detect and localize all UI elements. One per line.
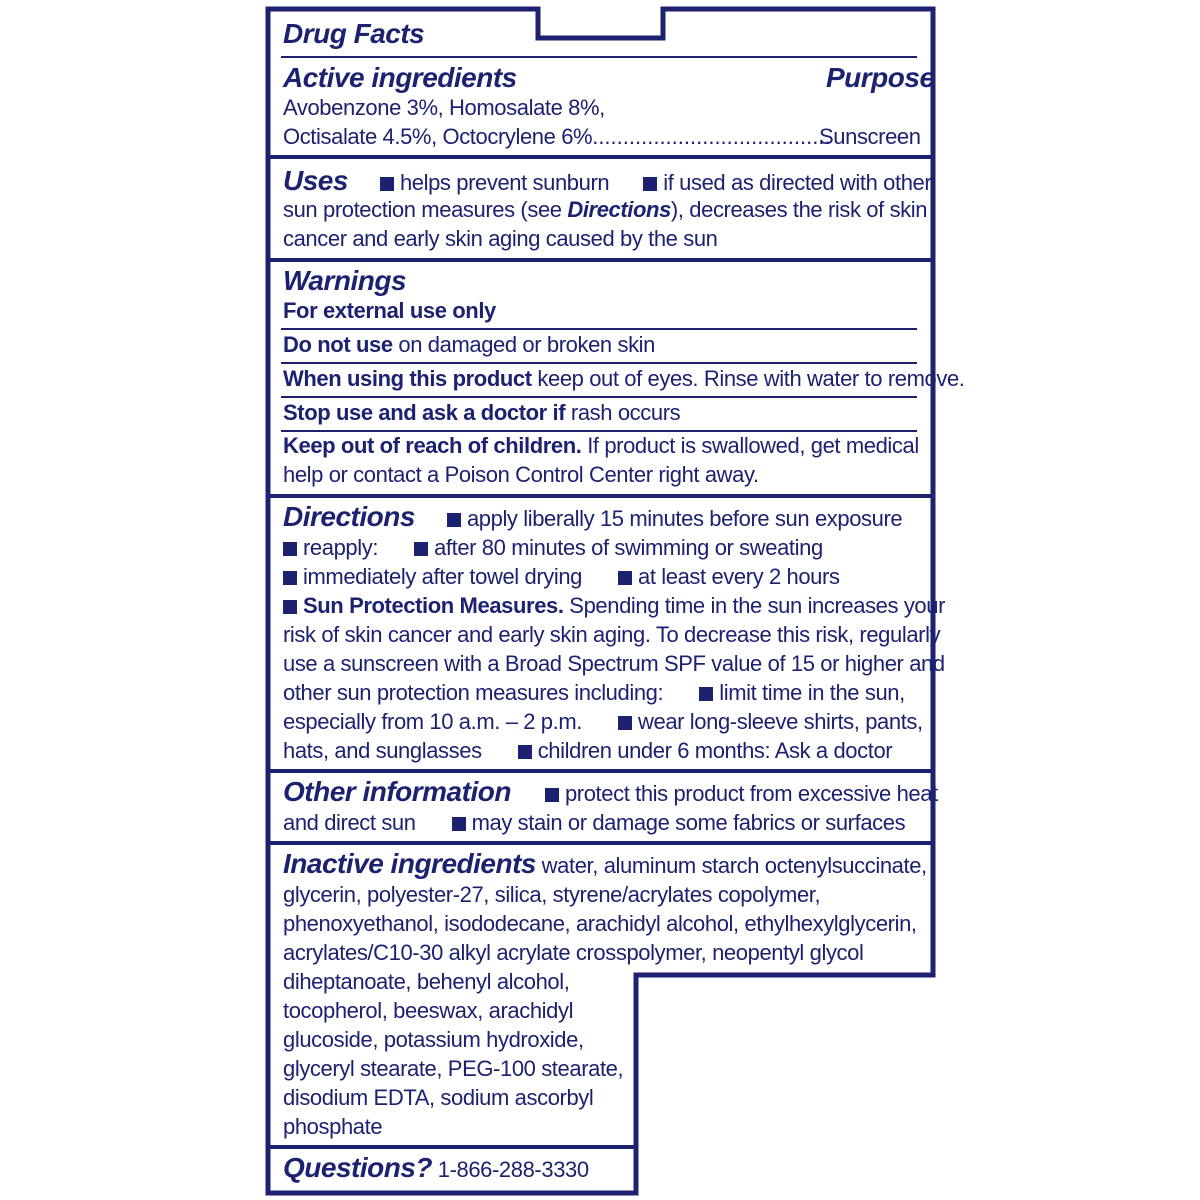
directions-heading: Directions [283, 501, 415, 532]
section-divider [268, 155, 933, 159]
warnings-rule [281, 328, 917, 330]
bullet-square-icon [545, 788, 559, 802]
bullet-square-icon [283, 542, 297, 556]
section-divider [268, 1145, 638, 1149]
drug-facts-title: Drug Facts [283, 18, 425, 49]
bullet-square-icon [447, 513, 461, 527]
active-line-2: Octisalate 4.5%, Octocrylene 6%....................................... [283, 124, 831, 149]
uses-line-3: cancer and early skin aging caused by the sun [283, 226, 718, 251]
active-ingredients-heading: Active ingredients [283, 62, 517, 93]
inactive-line: tocopherol, beeswax, arachidyl [283, 998, 574, 1023]
directions-line-7: other sun protection measures including: limit time in the sun, [283, 680, 905, 705]
directions-line-4: Sun Protection Measures. Spending time in the sun increases your [283, 595, 945, 617]
bullet-square-icon [618, 716, 632, 730]
directions-line-3: immediately after towel drying at least every 2 hours [283, 566, 840, 588]
other-info-line-1: Other information protect this product from excessive heat [283, 776, 938, 807]
do-not-use-text: Do not use on damaged or broken skin [283, 332, 655, 357]
purpose-value: Sunscreen [819, 124, 921, 149]
directions-line-9: hats, and sunglasses children under 6 months: Ask a doctor [283, 738, 893, 763]
directions-line-5: risk of skin cancer and early skin aging. To decrease this risk, regularly [283, 622, 941, 647]
directions-line-8: especially from 10 a.m. – 2 p.m. wear long-sleeve shirts, pants, [283, 709, 923, 734]
inactive-heading: Inactive ingredients [283, 848, 536, 879]
inactive-line: glycerin, polyester-27, silica, styrene/acrylates copolymer, [283, 882, 821, 907]
purpose-heading: Purpose [826, 62, 935, 93]
keep-out-text-2: help or contact a Poison Control Center right away. [283, 462, 759, 487]
when-using-text: When using this product keep out of eyes. Rinse with water to remove. [283, 366, 965, 391]
questions-phone: 1-866-288-3330 [432, 1157, 589, 1182]
bullet-square-icon [452, 817, 466, 831]
warnings-rule [281, 430, 917, 432]
inactive-line: phenoxyethanol, isododecane, arachidyl alcohol, ethylhexylglycerin, [283, 911, 917, 936]
inactive-line: diheptanoate, behenyl alcohol, [283, 969, 570, 994]
directions-line-1: Directions apply liberally 15 minutes before sun exposure [283, 501, 903, 532]
directions-line-2: reapply: after 80 minutes of swimming or sweating [283, 537, 823, 559]
bullet-square-icon [380, 177, 394, 191]
leader-dots: ....................................... [592, 124, 831, 149]
uses-heading: Uses [283, 165, 348, 196]
other-info-heading: Other information [283, 776, 511, 807]
inactive-line-1: Inactive ingredients water, aluminum starch octenylsuccinate, [283, 848, 927, 879]
inactive-line: glucoside, potassium hydroxide, [283, 1027, 584, 1052]
warnings-rule [281, 362, 917, 364]
bullet-square-icon [699, 687, 713, 701]
directions-line-6: use a sunscreen with a Broad Spectrum SPF value of 15 or higher and [283, 651, 945, 676]
section-divider [268, 258, 933, 262]
warnings-heading: Warnings [283, 265, 407, 296]
questions-heading: Questions? [283, 1152, 433, 1183]
bullet-square-icon [414, 542, 428, 556]
inactive-line: acrylates/C10-30 alkyl acrylate crosspolymer, neopentyl glycol [283, 940, 864, 965]
warnings-rule [281, 396, 917, 398]
title-rule [281, 56, 917, 58]
section-divider [268, 769, 933, 773]
bullet-square-icon [518, 745, 532, 759]
bullet-square-icon [618, 571, 632, 585]
bullet-square-icon [643, 177, 657, 191]
other-info-line-2: and direct sun may stain or damage some fabrics or surfaces [283, 810, 906, 835]
inactive-line: disodium EDTA, sodium ascorbyl [283, 1085, 594, 1110]
active-line-1: Avobenzone 3%, Homosalate 8%, [283, 95, 605, 120]
section-divider [268, 494, 933, 498]
inactive-line: glyceryl stearate, PEG-100 stearate, [283, 1056, 624, 1081]
bullet-square-icon [283, 600, 297, 614]
section-divider [268, 841, 933, 845]
inactive-line: phosphate [283, 1114, 383, 1139]
questions-line [283, 1154, 589, 1182]
stop-use-text: Stop use and ask a doctor if rash occurs [283, 400, 681, 425]
keep-out-text-1: Keep out of reach of children. If product is swallowed, get medical [283, 433, 919, 458]
bullet-square-icon [283, 571, 297, 585]
external-use-text: For external use only [283, 298, 496, 323]
uses-line-1: Uses helps prevent sunburn if used as directed with other [283, 165, 932, 196]
uses-line-2: sun protection measures (see Directions), decreases the risk of skin [283, 197, 928, 222]
